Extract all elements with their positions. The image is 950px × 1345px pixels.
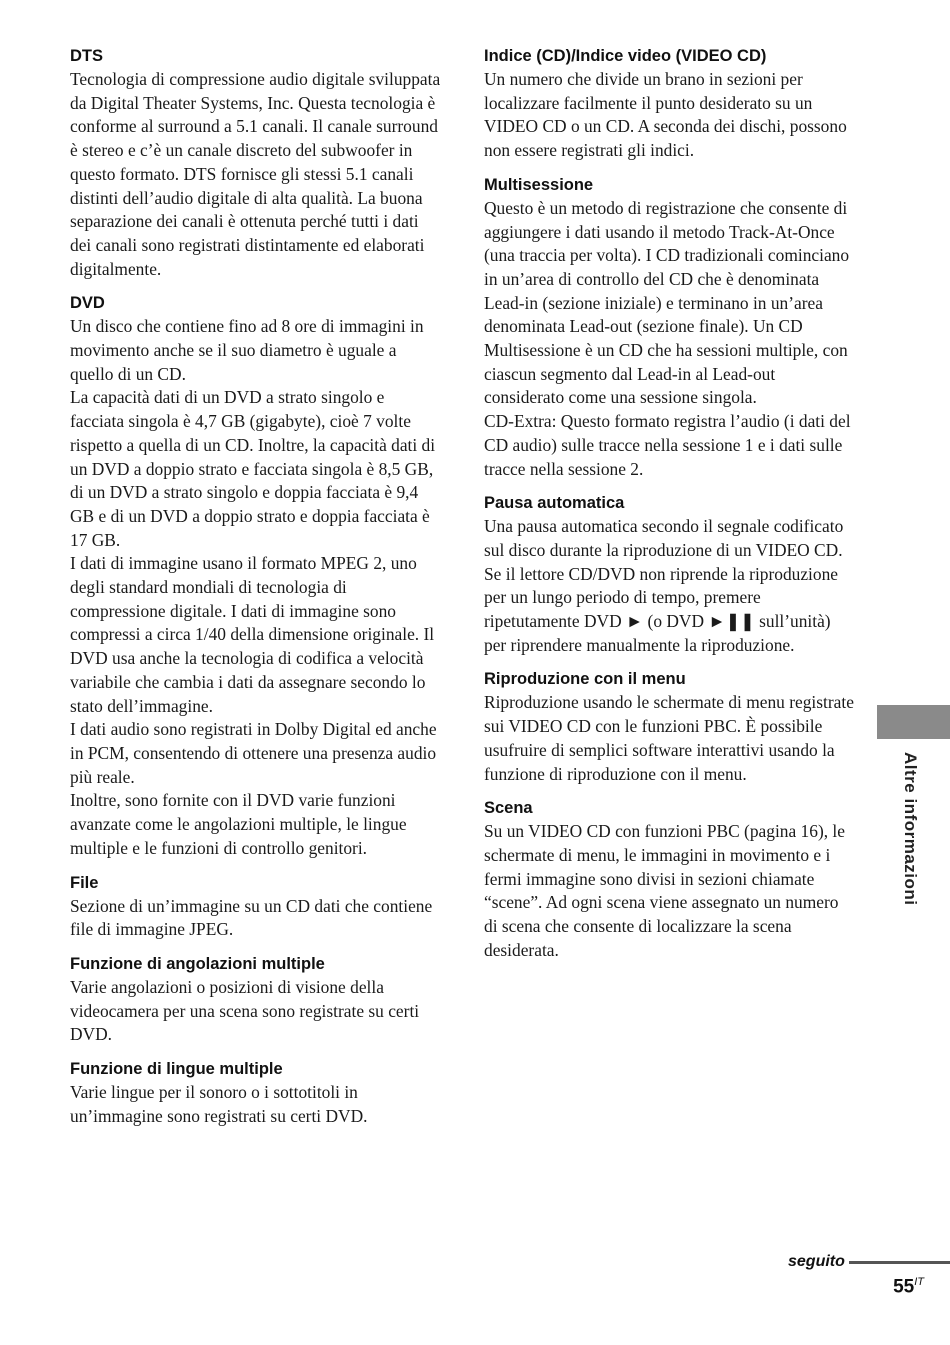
glossary-entry <box>70 291 442 860</box>
glossary-entry <box>70 952 442 1047</box>
glossary-entry <box>484 491 856 657</box>
glossary-entry <box>484 44 856 163</box>
glossary-definition: I dati audio sono registrati in Dolby Digital ed anche in PCM, consentendo di ottenere una presenza audio più reale. <box>70 719 437 787</box>
continued-rule <box>849 1261 950 1264</box>
glossary-entry <box>484 173 856 481</box>
glossary-definition: La capacità dati di un DVD a strato singolo e facciata singola è 4,7 GB (gigabyte), cioè 7 volte rispetto a quella di un CD. Inoltre, la capacità dati di un DVD a doppio strato e facciata singola è 8,5 GB, di un DVD a strato singolo e doppia facciata è 9,4 GB e di un DVD a doppio strato e doppia facciata è 17 GB. <box>70 387 436 550</box>
continued-indicator <box>780 1250 950 1274</box>
glossary-definition: Varie angolazioni o posizioni di visione della videocamera per una scena sono registrate su certi DVD. <box>70 976 420 1045</box>
glossary-term: Funzione di angolazioni multiple <box>70 954 325 973</box>
glossary-entry <box>484 667 856 786</box>
glossary-definition: I dati di immagine usano il formato MPEG 2, uno degli standard mondiali di tecnologia di compressione digitale. I dati di immagine sono compressi a circa 1/40 della dimensione originale. Il DVD usa anche la tecnologia di codifica a velocità variabile che cambia i dati da assegnare secondo lo stato dell’immagine. <box>70 553 435 716</box>
page-number <box>893 1276 924 1298</box>
glossary-term: Riproduzione con il menu <box>484 670 686 689</box>
glossary-definition: Su un VIDEO CD con funzioni PBC (pagina 16), le schermate di menu, le immagini in movimento e i fermi immagine sono divisi in sezioni chiamate “scene”. Ad ogni scena viene assegnato un numero di scena che consente di localizzare la scena desiderata. <box>484 821 845 960</box>
glossary-entry <box>70 44 442 281</box>
glossary-entry <box>70 871 442 942</box>
section-tab-marker <box>877 705 950 739</box>
glossary-entry <box>484 796 856 962</box>
glossary-definition: Una pausa automatica secondo il segnale codificato sul disco durante la riproduzione di un VIDEO CD. Se il lettore CD/DVD non riprende la riproduzione per un lungo periodo di tempo, premere ripetutamente DVD ► (o DVD ►❚❚ sull’unità) per riprendere manualmente la riproduzione. <box>484 516 844 655</box>
glossary-term: DVD <box>70 294 105 313</box>
left-column <box>70 44 442 1138</box>
glossary-term: Indice (CD)/Indice video (VIDEO CD) <box>484 47 767 65</box>
right-column <box>484 44 856 973</box>
glossary-definition: Tecnologia di compressione audio digitale sviluppata da Digital Theater Systems, Inc. Questa tecnologia è conforme al surround a 5.1 canali. Il canale surround è stereo e c’è un canale discreto del subwoofer in questo formato. DTS fornisce gli stessi 5.1 canali distinti dell’audio digitale di alta qualità. La buona separazione dei canali è ottenuta perché tutti i dati dei canali sono registrati distintamente ed elaborati digitalmente. <box>70 69 441 279</box>
glossary-definition: Questo è un metodo di registrazione che consente di aggiungere i dati usando il metodo Track-At-Once (una traccia per volta). I CD tradizionali cominciano in un’area di controllo del CD che è denominata Lead-in (sezione iniziale) e terminano in un’area denominata Lead-out (sezione finale). Un CD Multisessione è un CD che ha sessioni multiple, con ciascun segmento dal Lead-in al Lead-out considerato come una sessione singola. <box>484 197 850 408</box>
page-number-suffix: IT <box>914 1276 924 1288</box>
glossary-term: DTS <box>70 47 103 65</box>
glossary-term: Multisessione <box>484 175 594 194</box>
glossary-definition: Un numero che divide un brano in sezioni per localizzare facilmente il punto desiderato su un VIDEO CD o un CD. A seconda dei dischi, possono non essere registrati gli indici. <box>484 69 847 161</box>
glossary-term: Funzione di lingue multiple <box>70 1060 283 1079</box>
section-tab-label: Altre informazioni <box>901 752 920 906</box>
page-number-value: 55 <box>893 1276 915 1298</box>
glossary-entry <box>70 1057 442 1128</box>
glossary-definition: Inoltre, sono fornite con il DVD varie funzioni avanzate come le angolazioni multiple, le lingue multiple e le funzioni di controllo genitori. <box>70 790 407 858</box>
glossary-term: Pausa automatica <box>484 494 625 513</box>
glossary-definition: Un disco che contiene fino ad 8 ore di immagini in movimento anche se il suo diametro è uguale a quello di un CD. <box>70 316 424 384</box>
glossary-term: Scena <box>484 799 533 818</box>
glossary-definition: Varie lingue per il sonoro o i sottotitoli in un’immagine sono registrati su certi DVD. <box>70 1082 368 1126</box>
glossary-definition: Riproduzione usando le schermate di menu registrate sui VIDEO CD con le funzioni PBC. È possibile usufruire di semplici software interattivi usando la funzione di riproduzione con il menu. <box>484 692 854 784</box>
continued-label: seguito <box>788 1253 845 1270</box>
glossary-term: File <box>70 873 99 892</box>
glossary-definition: CD-Extra: Questo formato registra l’audio (i dati del CD audio) sulle tracce nella sessione 1 e i dati sulle tracce nella sessione 2. <box>484 411 851 479</box>
glossary-definition: Sezione di un’immagine su un CD dati che contiene file di immagine JPEG. <box>70 895 433 940</box>
